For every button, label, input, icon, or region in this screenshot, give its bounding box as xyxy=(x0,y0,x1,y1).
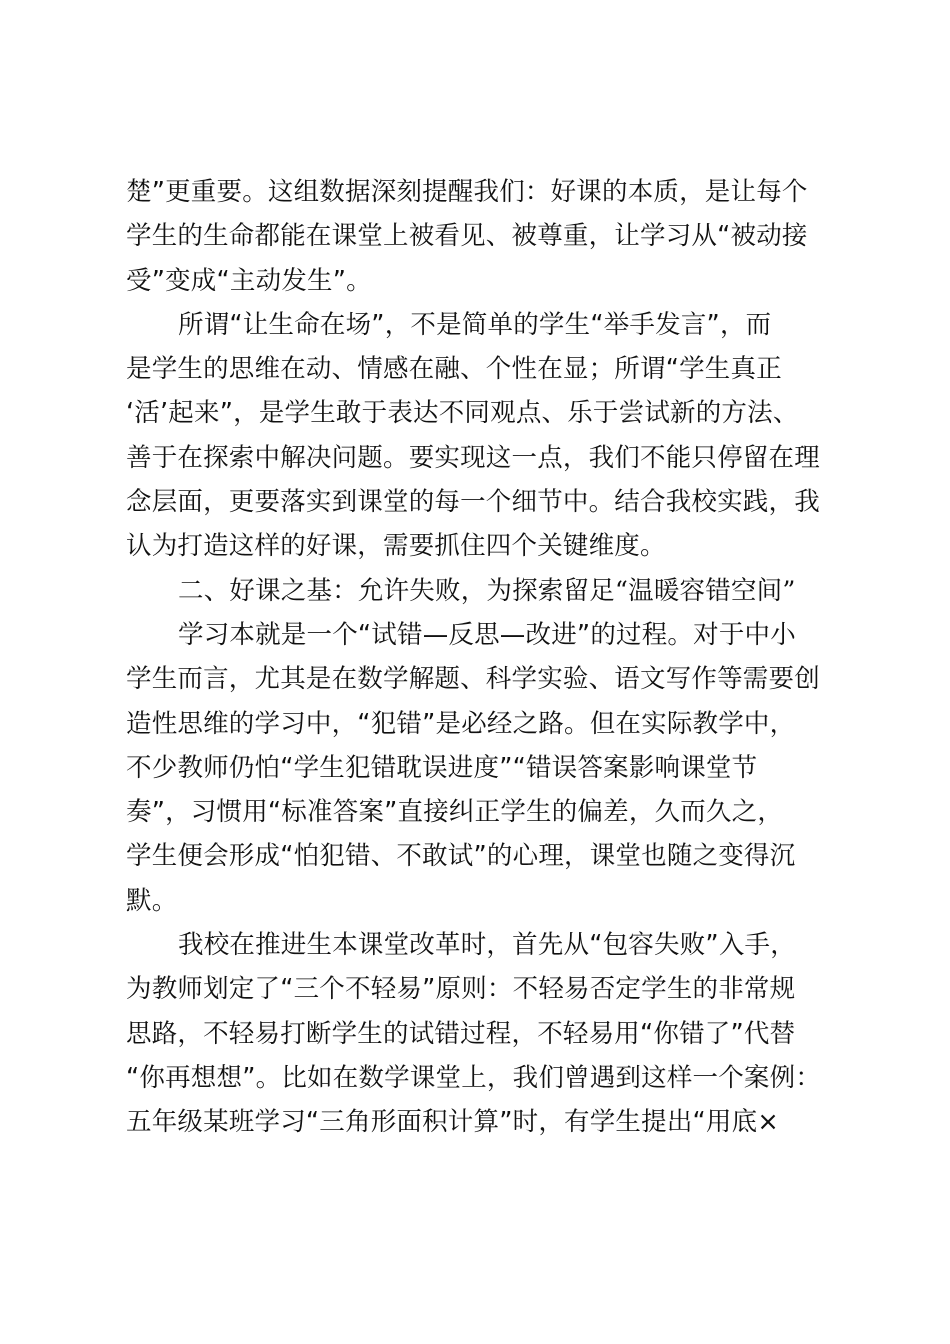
section-heading: 二、好课之基：允许失败，为探索留足“温暖容错空间” xyxy=(178,575,796,606)
text-line: 念层面，更要落实到课堂的每一个细节中。结合我校实践，我 xyxy=(126,487,820,518)
text-line: 思路，不轻易打断学生的试错过程，不轻易用“你错了”代替 xyxy=(126,1018,796,1049)
text-line: 善于在探索中解决问题。要实现这一点，我们不能只停留在理 xyxy=(126,442,820,473)
paragraph-continuation xyxy=(126,170,836,303)
text-line: 为教师划定了“三个不轻易”原则：不轻易否定学生的非常规 xyxy=(126,974,796,1005)
text-line: 我校在推进生本课堂改革时，首先从“包容失败”入手， xyxy=(178,930,796,961)
text-line: 受”变成“主动发生”。 xyxy=(126,265,372,296)
text-line: 所谓“让生命在场”，不是简单的学生“举手发言”，而 xyxy=(178,309,772,340)
paragraph-life-presence xyxy=(126,303,836,569)
text-line: 学生便会形成“怕犯错、不敢试”的心理，课堂也随之变得沉 xyxy=(126,841,796,872)
text-line: 学习本就是一个“试错—反思—改进”的过程。对于中小 xyxy=(178,619,796,650)
text-line: 不少教师仍怕“学生犯错耽误进度”“错误答案影响课堂节 xyxy=(126,752,758,783)
text-line: ‘活’起来”，是学生敢于表达不同观点、乐于尝试新的方法、 xyxy=(126,398,799,429)
text-line: 楚”更重要。这组数据深刻提醒我们：好课的本质，是让每个 xyxy=(126,177,808,207)
text-line: 认为打造这样的好课，需要抓住四个关键维度。 xyxy=(126,531,666,562)
text-line: 默。 xyxy=(126,885,178,916)
text-line: 奏”，习惯用“标准答案”直接纠正学生的偏差，久而久之， xyxy=(126,797,784,828)
text-line: 是学生的思维在动、情感在融、个性在显；所谓“学生真正 xyxy=(126,354,782,385)
paragraph-trial-and-error xyxy=(126,613,836,923)
paragraph-school-practice xyxy=(126,923,836,1144)
text-line: 学生的生命都能在课堂上被看见、被尊重，让学习从“被动接 xyxy=(126,221,808,252)
text-line: 造性思维的学习中，“犯错”是必经之路。但在实际教学中， xyxy=(126,708,796,739)
document-body xyxy=(126,170,836,1145)
text-line: 学生而言，尤其是在数学解题、科学实验、语文写作等需要创 xyxy=(126,664,820,695)
text-line: “你再想想”。比如在数学课堂上，我们曾遇到这样一个案例： xyxy=(126,1062,822,1093)
text-line: 五年级某班学习“三角形面积计算”时，有学生提出“用底× xyxy=(126,1107,779,1138)
